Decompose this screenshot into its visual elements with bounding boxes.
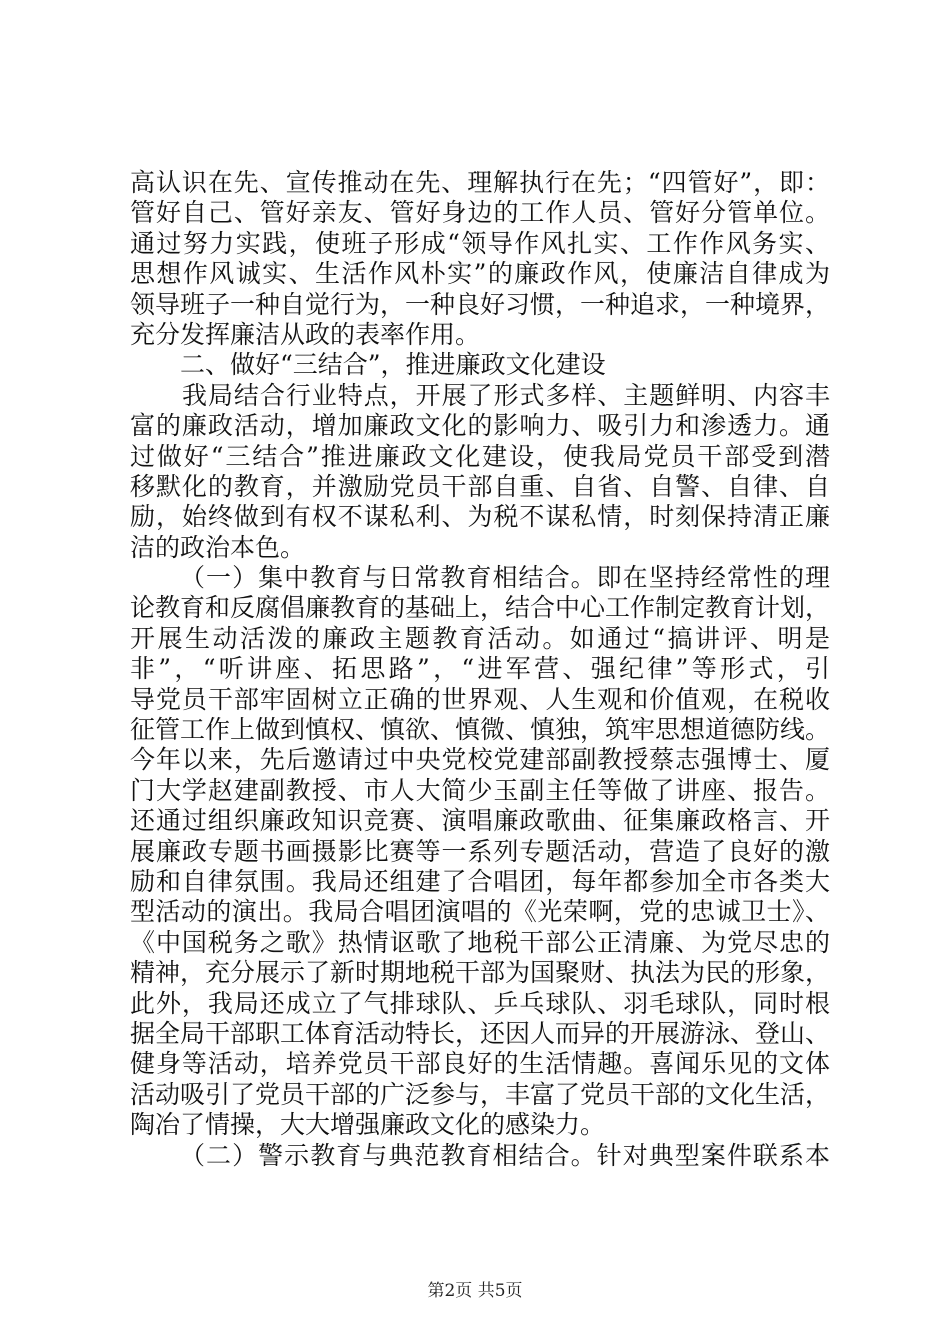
paragraph-line: 管好自己、管好亲友、管好身边的工作人员、管好分管单位。	[130, 198, 830, 228]
subsection-line: （二）警示教育与典范教育相结合。针对典型案件联系本	[180, 1140, 830, 1170]
paragraph-line: 移默化的教育，并激励党员干部自重、自省、自警、自律、自	[130, 471, 830, 501]
paragraph-line: 导党员干部牢固树立正确的世界观、人生观和价值观，在税收	[130, 684, 830, 714]
paragraph-line: 陶冶了情操，大大增强廉政文化的感染力。	[130, 1110, 606, 1140]
paragraph-line: 洁的政治本色。	[130, 532, 306, 562]
paragraph-line: 充分发挥廉洁从政的表率作用。	[130, 319, 481, 349]
page-number-footer: 第2页 共5页	[427, 1281, 523, 1301]
document-body	[130, 168, 830, 1171]
paragraph-line: 通过努力实践，使班子形成“领导作风扎实、工作作风务实、	[130, 228, 830, 258]
paragraph-line: 励和自律氛围。我局还组建了合唱团，每年都参加全市各类大	[130, 866, 830, 896]
paragraph-line: 高认识在先、宣传推动在先、理解执行在先；“四管好”，即：	[130, 168, 830, 197]
paragraph-line: 展廉政专题书画摄影比赛等一系列专题活动，营造了良好的激	[130, 836, 830, 866]
paragraph-line: 论教育和反腐倡廉教育的基础上，结合中心工作制定教育计划，	[130, 593, 831, 623]
paragraph-line: 门大学赵建副教授、市人大简少玉副主任等做了讲座、报告。	[130, 775, 830, 805]
paragraph-line: 还通过组织廉政知识竞赛、演唱廉政歌曲、征集廉政格言、开	[130, 806, 830, 836]
paragraph-line: 非”，“听讲座、拓思路”，“进军营、强纪律”等形式，引	[130, 654, 830, 684]
paragraph-line: 精神，充分展示了新时期地税干部为国聚财、执法为民的形象，	[130, 958, 831, 988]
paragraph-line: 健身等活动，培养党员干部良好的生活情趣。喜闻乐见的文体	[130, 1049, 830, 1079]
paragraph-line: 《中国税务之歌》热情讴歌了地税干部公正清廉、为党尽忠的	[130, 927, 830, 957]
paragraph-line: 今年以来，先后邀请过中央党校党建部副教授蔡志强博士、厦	[130, 745, 830, 775]
paragraph-line: 型活动的演出。我局合唱团演唱的《光荣啊，党的忠诚卫士》、	[130, 897, 830, 927]
paragraph-line: 思想作风诚实、生活作风朴实”的廉政作风，使廉洁自律成为	[130, 259, 830, 289]
paragraph-line: 过做好“三结合”推进廉政文化建设，使我局党员干部受到潜	[130, 441, 830, 471]
paragraph-line: 此外，我局还成立了气排球队、乒乓球队、羽毛球队，同时根	[130, 988, 830, 1018]
section-heading: 二、做好“三结合”，推进廉政文化建设	[180, 350, 606, 380]
paragraph-line: 活动吸引了党员干部的广泛参与，丰富了党员干部的文化生活，	[130, 1079, 831, 1109]
paragraph-line: 励，始终做到有权不谋私利、为税不谋私情，时刻保持清正廉	[130, 502, 830, 532]
paragraph-line: 我局结合行业特点，开展了形式多样、主题鲜明、内容丰	[182, 380, 830, 410]
paragraph-line: 开展生动活泼的廉政主题教育活动。如通过“搞讲评、明是	[130, 623, 830, 653]
paragraph-line: 领导班子一种自觉行为，一种良好习惯，一种追求，一种境界，	[130, 289, 831, 319]
paragraph-line: 富的廉政活动，增加廉政文化的影响力、吸引力和渗透力。通	[130, 411, 830, 441]
subsection-line: （一）集中教育与日常教育相结合。即在坚持经常性的理	[180, 563, 830, 593]
paragraph-line: 征管工作上做到慎权、慎欲、慎微、慎独，筑牢思想道德防线。	[130, 715, 831, 745]
paragraph-line: 据全局干部职工体育活动特长，还因人而异的开展游泳、登山、	[130, 1018, 831, 1048]
